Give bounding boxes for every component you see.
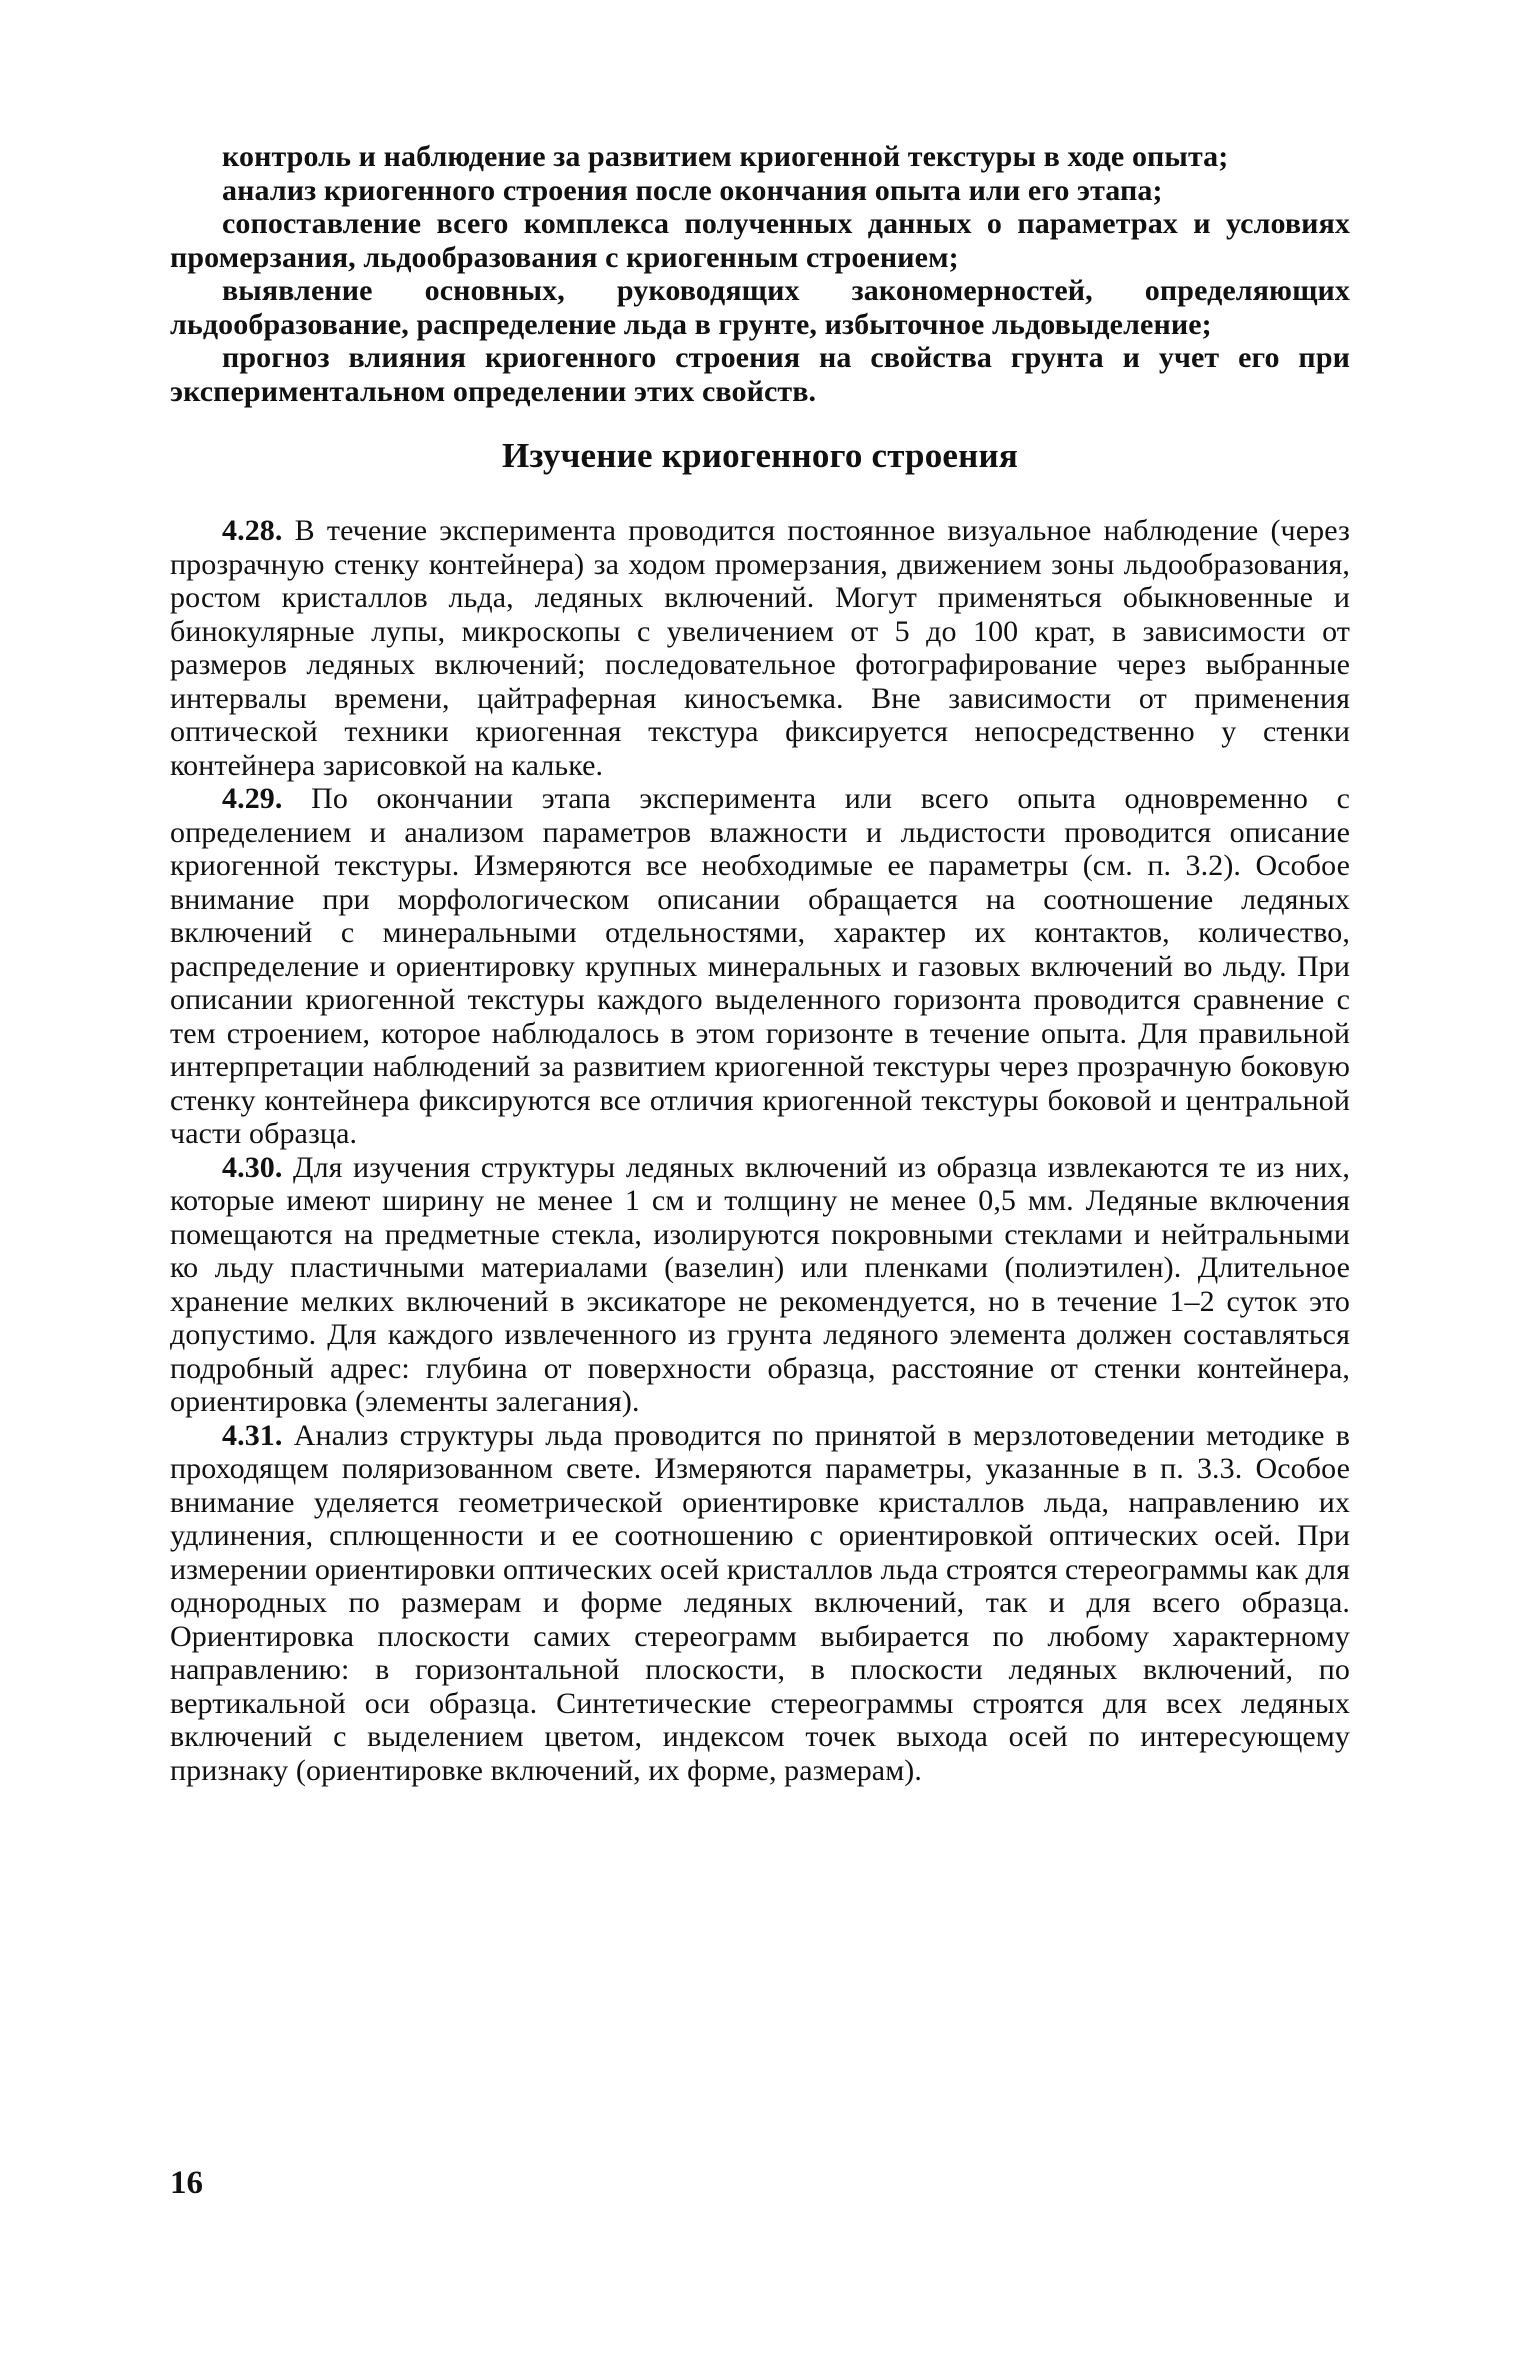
intro-item-1: контроль и наблюдение за развитием криогенной текстуры в ходе опыта; xyxy=(222,140,1229,173)
paragraph-number: 4.28. xyxy=(222,514,283,547)
page-content xyxy=(170,140,1350,1787)
paragraph-number: 4.29. xyxy=(222,782,283,815)
intro-item-5: прогноз влияния криогенного строения на свойства грунта и учет его при экспериментальном определении этих свойств. xyxy=(170,341,1350,408)
intro-item-2: анализ криогенного строения после окончания опыта или его этапа; xyxy=(222,173,1163,207)
paragraph-4-30 xyxy=(170,1151,1350,1419)
paragraph-text: По окончании этапа эксперимента или всего опыта одновременно с определением и анализом параметров влажности и льдистости проводится описание криогенной текстуры. Измеряются все необходимые ее параметры (см. п. 3.2). Особое внимание при морфологическом описании обращается на соотношение ледяных включений с минеральными отдельностями, характер их контактов, количество, распределение и ориентировку крупных минеральных и газовых включений во льду. При описании криогенной текстуры каждого выделенного горизонта проводится сравнение с тем строением, которое наблюдалось в этом горизонте в течение опыта. Для правильной интерпретации наблюдений за развитием криогенной текстуры через прозрачную боковую стенку контейнера фиксируются все отличия криогенной текстуры боковой и центральной части образца. xyxy=(170,782,1350,1150)
paragraph-number: 4.31. xyxy=(222,1418,283,1452)
paragraph-text: Анализ структуры льда проводится по принятой в мерзлотоведении методике в проходящем поляризованном свете. Измеряются параметры, указанные в п. 3.3. Особое внимание уделяется геометрической ориентировке кристаллов льда, направлению их удлинения, сплющенности и ее соотношению с ориентировкой оптических осей. При измерении ориентировки оптических осей кристаллов льда строятся стереограммы как для однородных по размерам и форме ледяных включений, так и для всего образца. Ориентировка плоскости самих стереограмм выбирается по любому характерному направлению: в горизонтальной плоскости, в плоскости ледяных включений, по вертикальной оси образца. Синтетические стереограммы строятся для всех ледяных включений с выделением цветом, индексом точек выхода осей по интересующему признаку (ориентировке включений, их форме, размерам). xyxy=(170,1418,1350,1787)
paragraph-number: 4.30. xyxy=(222,1150,283,1184)
section-heading: Изучение криогенного строения xyxy=(501,436,1019,475)
page-number: 16 xyxy=(170,2165,203,2201)
paragraph-4-28 xyxy=(170,514,1350,782)
intro-item-4: выявление основных, руководящих закономерностей, определяющих льдообразование, распределение льда в грунте, избыточное льдовыделение; xyxy=(170,274,1350,341)
paragraph-text: Для изучения структуры ледяных включений из образца извлекаются те из них, которые имеют ширину не менее 1 см и толщину не менее 0,5 мм. Ледяные включения помещаются на предметные стекла, изолируются покровными стеклами и нейтральными ко льду пластичными материалами (вазелин) или пленками (полиэтилен). Длительное хранение мелких включений в эксикаторе не рекомендуется, но в течение 1–2 суток это допустимо. Для каждого извлеченного из грунта ледяного элемента должен составляться подробный адрес: глубина от поверхности образца, расстояние от стенки контейнера, ориентировка (элементы залегания). xyxy=(170,1150,1350,1418)
paragraph-text: В течение эксперимента проводится постоянное визуальное наблюдение (через прозрачную стенку контейнера) за ходом промерзания, движением зоны льдообразования, ростом кристаллов льда, ледяных включений. Могут применяться обыкновенные и бинокулярные лупы, микроскопы с увеличением от 5 до 100 крат, в зависимости от размеров ледяных включений; последовательное фотографирование через выбранные интервалы времени, цайтраферная киносъемка. Вне зависимости от применения оптической техники криогенная текстура фиксируется непосредственно у стенки контейнера зарисовкой на кальке. xyxy=(170,514,1350,782)
intro-item-3: сопоставление всего комплекса полученных данных о параметрах и условиях промерзания, льдообразования с криогенным строением; xyxy=(170,207,1350,274)
paragraph-4-31 xyxy=(170,1419,1350,1788)
paragraph-4-29 xyxy=(170,782,1350,1151)
